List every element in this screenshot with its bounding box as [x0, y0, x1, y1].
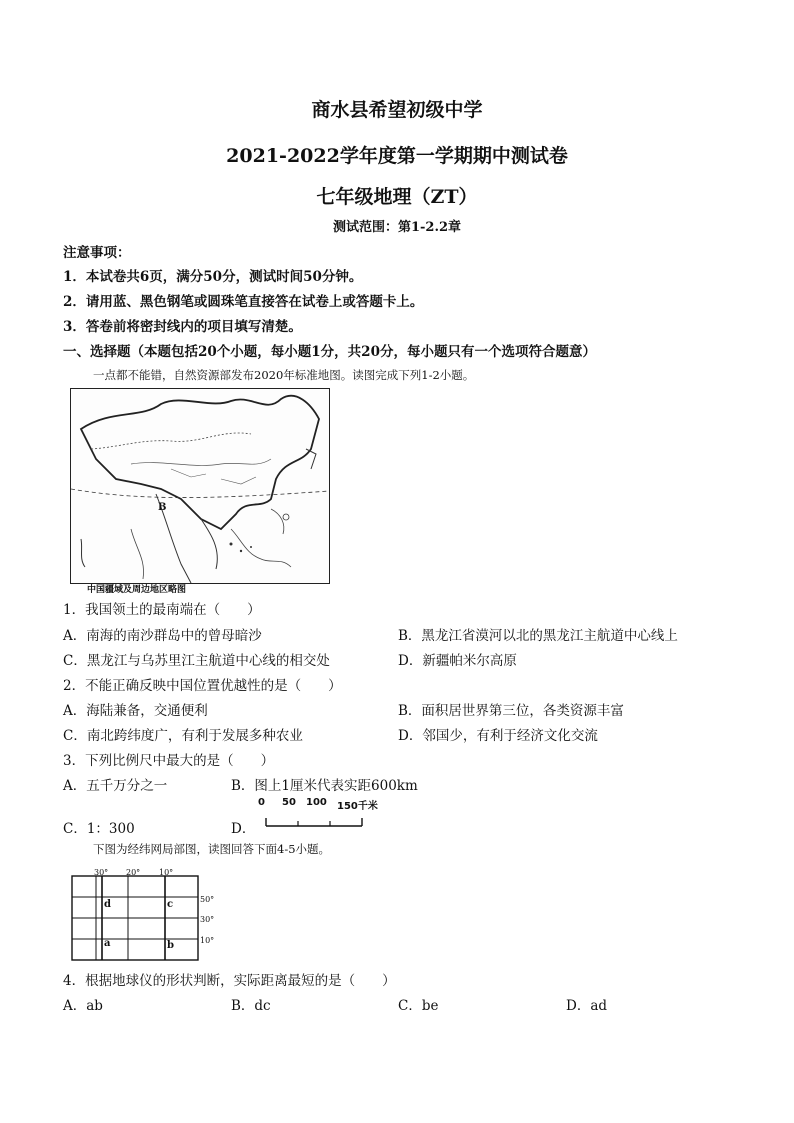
scale-label-100: 100: [306, 797, 327, 808]
q4-option-a[interactable]: A．ab: [63, 998, 103, 1014]
lon-label: 10°: [159, 868, 174, 877]
point-c: c: [167, 899, 174, 910]
q3-option-c[interactable]: C．1：300: [63, 821, 135, 837]
lat-lon-grid: [70, 868, 200, 960]
map-caption: 中国疆域及周边地区略图: [87, 585, 187, 595]
q1-option-a[interactable]: A．南海的南沙群岛中的曾母暗沙: [63, 628, 262, 644]
lat-label: 30°: [200, 915, 215, 924]
question-2-stem: 2．不能正确反映中国位置优越性的是（ ）: [63, 678, 342, 694]
question-4-stem: 4．根据地球仪的形状判断，实际距离最短的是（ ）: [63, 973, 396, 989]
scale-label-150: 150千米: [337, 801, 378, 812]
note-item: 3．答卷前将密封线内的项目填写清楚。: [63, 319, 302, 335]
section-title: 一、选择题（本题包括20个小题，每小题1分，共20分，每小题只有一个选项符合题意）: [63, 344, 596, 360]
point-d: d: [104, 899, 111, 910]
question-1-stem: 1．我国领土的最南端在（ ）: [63, 602, 261, 618]
q1-option-b[interactable]: B．黑龙江省漠河以北的黑龙江主航道中心线上: [398, 628, 678, 644]
question-intro: 下图为经纬网局部图，读图回答下面4-5小题。: [93, 842, 331, 856]
note-item: 2．请用蓝、黑色钢笔或圆珠笔直接答在试卷上或答题卡上。: [63, 294, 424, 310]
china-map-drawing: [71, 389, 329, 583]
exam-title: 2021-2022学年度第一学期期中测试卷: [226, 145, 568, 167]
q1-option-d[interactable]: D．新疆帕米尔高原: [398, 653, 517, 669]
q2-option-c[interactable]: C．南北跨纬度广，有利于发展多种农业: [63, 728, 303, 744]
q2-option-d[interactable]: D．邻国少，有利于经济文化交流: [398, 728, 598, 744]
test-range: 测试范围：第1-2.2章: [332, 220, 462, 235]
q4-option-b[interactable]: B．dc: [231, 998, 271, 1014]
scale-label-0: 0: [258, 797, 265, 808]
q3-option-b[interactable]: B．图上1厘米代表实距600km: [231, 778, 418, 794]
question-3-stem: 3．下列比例尺中最大的是（ ）: [63, 753, 275, 769]
notes-title: 注意事项：: [63, 245, 131, 261]
lon-label: 30°: [94, 868, 109, 877]
point-b: b: [167, 940, 174, 951]
scale-bar: [264, 815, 364, 829]
note-item: 1．本试卷共6页，满分50分，测试时间50分钟。: [63, 269, 363, 285]
subject-title: 七年级地理（ZT）: [316, 186, 478, 208]
school-name: 商水县希望初级中学: [311, 99, 483, 121]
lat-label: 50°: [200, 895, 215, 904]
lat-label: 10°: [200, 936, 215, 945]
q2-option-a[interactable]: A．海陆兼备，交通便利: [63, 703, 208, 719]
map-label-b: B: [158, 502, 167, 513]
q2-option-b[interactable]: B．面积居世界第三位，各类资源丰富: [398, 703, 624, 719]
q4-option-d[interactable]: D．ad: [566, 998, 608, 1014]
lon-label: 20°: [126, 868, 141, 877]
scale-label-50: 50: [282, 797, 296, 808]
q3-option-a[interactable]: A．五千万分之一: [63, 778, 168, 794]
q1-option-c[interactable]: C．黑龙江与乌苏里江主航道中心线的相交处: [63, 653, 330, 669]
q3-option-d[interactable]: D．: [231, 821, 256, 837]
point-a: a: [104, 938, 111, 949]
china-map-figure: [70, 388, 330, 584]
grid-lines: [70, 874, 200, 966]
question-intro: 一点都不能错，自然资源部发布2020年标准地图。读图完成下列1-2小题。: [93, 368, 475, 382]
q4-option-c[interactable]: C．be: [398, 998, 439, 1014]
